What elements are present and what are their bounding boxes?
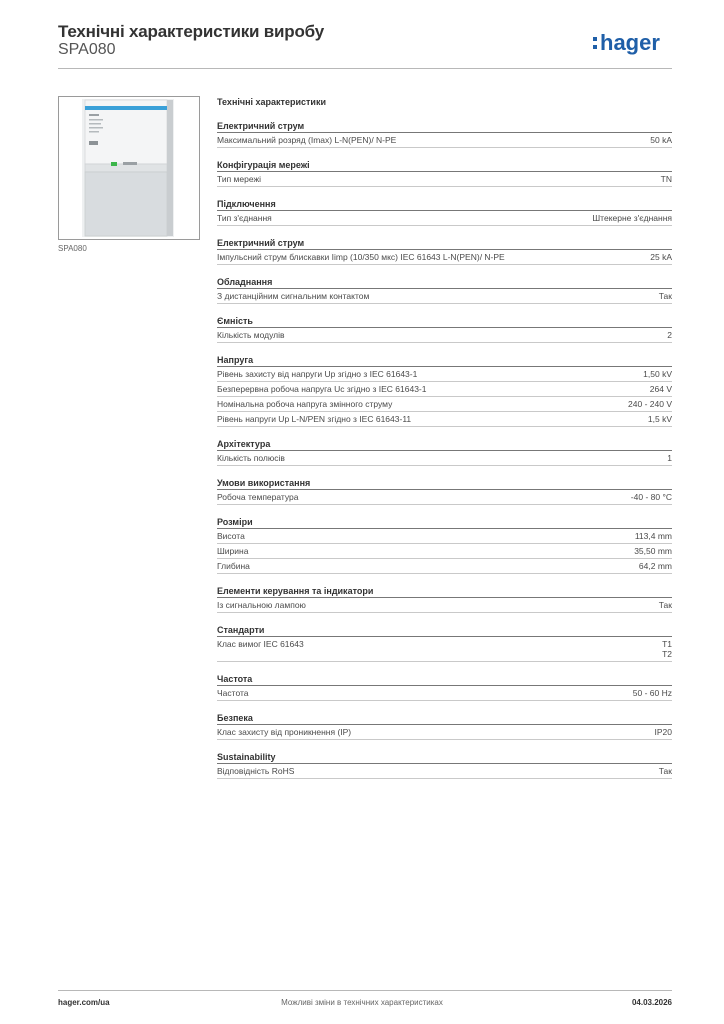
spec-section bbox=[217, 438, 672, 466]
spec-row bbox=[217, 289, 672, 304]
spec-value-line: Так bbox=[658, 291, 672, 301]
spec-value bbox=[639, 561, 672, 571]
spec-row bbox=[217, 490, 672, 505]
spec-row bbox=[217, 367, 672, 382]
spec-label: Максимальний розряд (Imax) L-N(PEN)/ N-PE bbox=[217, 135, 397, 145]
spec-label: Рівень захисту від напруги Up згідно з IEC 61643-1 bbox=[217, 369, 418, 379]
section-title: Електричний струм bbox=[217, 237, 672, 250]
spec-value bbox=[659, 766, 672, 776]
spec-row bbox=[217, 529, 672, 544]
spec-row bbox=[217, 637, 672, 662]
spec-row bbox=[217, 397, 672, 412]
logo-dot-bottom bbox=[593, 45, 597, 49]
spec-value-line: 2 bbox=[667, 330, 672, 340]
spec-value-line: Так bbox=[658, 766, 672, 776]
spec-row bbox=[217, 412, 672, 427]
spec-row bbox=[217, 250, 672, 265]
spec-section bbox=[217, 712, 672, 740]
section-title: Обладнання bbox=[217, 276, 672, 289]
spec-section bbox=[217, 354, 672, 427]
section-title: Безпека bbox=[217, 712, 672, 725]
spec-row bbox=[217, 725, 672, 740]
spec-row bbox=[217, 559, 672, 574]
spec-section bbox=[217, 673, 672, 701]
spec-row bbox=[217, 328, 672, 343]
spec-section bbox=[217, 276, 672, 304]
section-title: Розміри bbox=[217, 516, 672, 529]
spec-section bbox=[217, 624, 672, 662]
spec-value bbox=[648, 414, 672, 424]
spec-label: Тип мережі bbox=[217, 174, 262, 184]
spec-value bbox=[643, 369, 672, 379]
spec-value-line: 50 - 60 Hz bbox=[632, 688, 672, 698]
spec-value bbox=[634, 546, 672, 556]
spec-value-line: 50 kA bbox=[650, 135, 672, 145]
spec-section bbox=[217, 198, 672, 226]
product-caption: SPA080 bbox=[58, 244, 87, 253]
spec-row bbox=[217, 598, 672, 613]
spec-label: З дистанційним сигнальним контактом bbox=[217, 291, 370, 301]
spec-value bbox=[655, 727, 673, 737]
spec-row bbox=[217, 451, 672, 466]
spec-value-line: 1 bbox=[667, 453, 672, 463]
spec-label: Висота bbox=[217, 531, 245, 541]
section-title: Архітектура bbox=[217, 438, 672, 451]
spec-value bbox=[650, 252, 672, 262]
spec-value-line: 264 V bbox=[649, 384, 672, 394]
section-title: Конфігурація мережі bbox=[217, 159, 672, 172]
spec-row bbox=[217, 686, 672, 701]
section-title: Електричний струм bbox=[217, 120, 672, 133]
spec-value-line: 1,50 kV bbox=[643, 369, 672, 379]
spec-section bbox=[217, 751, 672, 779]
spec-value-line: T1 bbox=[662, 639, 672, 649]
spec-row bbox=[217, 172, 672, 187]
spec-value bbox=[662, 639, 672, 659]
spec-label: Клас вимог IEC 61643 bbox=[217, 639, 304, 649]
spec-value bbox=[659, 600, 672, 610]
spec-row bbox=[217, 544, 672, 559]
spec-label: Кількість полюсів bbox=[217, 453, 285, 463]
product-image bbox=[58, 96, 200, 240]
spec-value-line: 35,50 mm bbox=[634, 546, 672, 556]
section-title: Частота bbox=[217, 673, 672, 686]
spec-value bbox=[628, 399, 672, 409]
spec-label: Глибина bbox=[217, 561, 250, 571]
spec-value-line: Так bbox=[658, 600, 672, 610]
product-code: SPA080 bbox=[58, 41, 116, 58]
spec-value bbox=[667, 330, 672, 340]
spec-label: Частота bbox=[217, 688, 249, 698]
spec-section bbox=[217, 477, 672, 505]
spec-row bbox=[217, 382, 672, 397]
spec-value bbox=[659, 291, 672, 301]
spec-label: Імпульсний струм блискавки Iimp (10/350 мкс) IEC 61643 L-N(PEN)/ N-PE bbox=[217, 252, 505, 262]
spec-value bbox=[592, 213, 672, 223]
spec-row bbox=[217, 133, 672, 148]
spec-label: Тип з'єднання bbox=[217, 213, 272, 223]
spec-value bbox=[667, 453, 672, 463]
hager-logo[interactable] bbox=[591, 28, 675, 58]
section-title: Ємність bbox=[217, 315, 672, 328]
surge-protector-module-image bbox=[59, 97, 199, 239]
spec-label: Номінальна робоча напруга змінного струму bbox=[217, 399, 393, 409]
footer-website-link[interactable]: hager.com/ua bbox=[58, 998, 110, 1007]
spec-section bbox=[217, 237, 672, 265]
spec-section bbox=[217, 585, 672, 613]
section-title: Sustainability bbox=[217, 751, 672, 764]
spec-value-line: -40 - 80 °C bbox=[630, 492, 672, 502]
spec-section bbox=[217, 159, 672, 187]
spec-value bbox=[631, 492, 672, 502]
spec-value-line: Штекерне з'єднання bbox=[592, 213, 672, 223]
spec-value-line: 113,4 mm bbox=[634, 531, 672, 541]
page-title: Технічні характеристики виробу bbox=[58, 22, 324, 41]
spec-label: Із сигнальною лампою bbox=[217, 600, 306, 610]
spec-value bbox=[650, 135, 672, 145]
spec-value-line: 1,5 kV bbox=[647, 414, 672, 424]
spec-row bbox=[217, 211, 672, 226]
spec-value-line: IP20 bbox=[654, 727, 672, 737]
spec-value bbox=[661, 174, 672, 184]
spec-value-line: T2 bbox=[662, 649, 672, 659]
spec-label: Безперервна робоча напруга Uc згідно з IEC 61643-1 bbox=[217, 384, 427, 394]
spec-label: Робоча температура bbox=[217, 492, 299, 502]
footer-date: 04.03.2026 bbox=[631, 998, 672, 1007]
section-title: Підключення bbox=[217, 198, 672, 211]
header-divider bbox=[58, 68, 672, 69]
specs-table bbox=[217, 95, 672, 779]
section-title: Елементи керування та індикатори bbox=[217, 585, 672, 598]
spec-label: Відповідність RoHS bbox=[217, 766, 295, 776]
logo-dot-top bbox=[593, 37, 597, 41]
footer-disclaimer: Можливі зміни в технічних характеристиках bbox=[281, 998, 443, 1007]
spec-label: Ширина bbox=[217, 546, 249, 556]
footer-divider bbox=[58, 990, 672, 991]
section-title: Напруга bbox=[217, 354, 672, 367]
spec-label: Рівень напруги Up L-N/PEN згідно з IEC 61643-11 bbox=[217, 414, 412, 424]
logo-text: hager bbox=[600, 30, 660, 55]
spec-row bbox=[217, 764, 672, 779]
spec-section bbox=[217, 315, 672, 343]
spec-label: Кількість модулів bbox=[217, 330, 285, 340]
specs-heading: Технічні характеристики bbox=[217, 97, 326, 107]
specs-sections bbox=[217, 120, 672, 779]
spec-value bbox=[650, 384, 672, 394]
section-title: Стандарти bbox=[217, 624, 672, 637]
spec-value-line: 240 - 240 V bbox=[628, 399, 672, 409]
spec-value bbox=[635, 531, 672, 541]
spec-value-line: 25 kA bbox=[650, 252, 672, 262]
spec-section bbox=[217, 120, 672, 148]
spec-label: Клас захисту від проникнення (IP) bbox=[217, 727, 352, 737]
spec-value bbox=[633, 688, 672, 698]
spec-value-line: TN bbox=[660, 174, 672, 184]
spec-section bbox=[217, 516, 672, 574]
spec-value-line: 64,2 mm bbox=[638, 561, 672, 571]
section-title: Умови використання bbox=[217, 477, 672, 490]
